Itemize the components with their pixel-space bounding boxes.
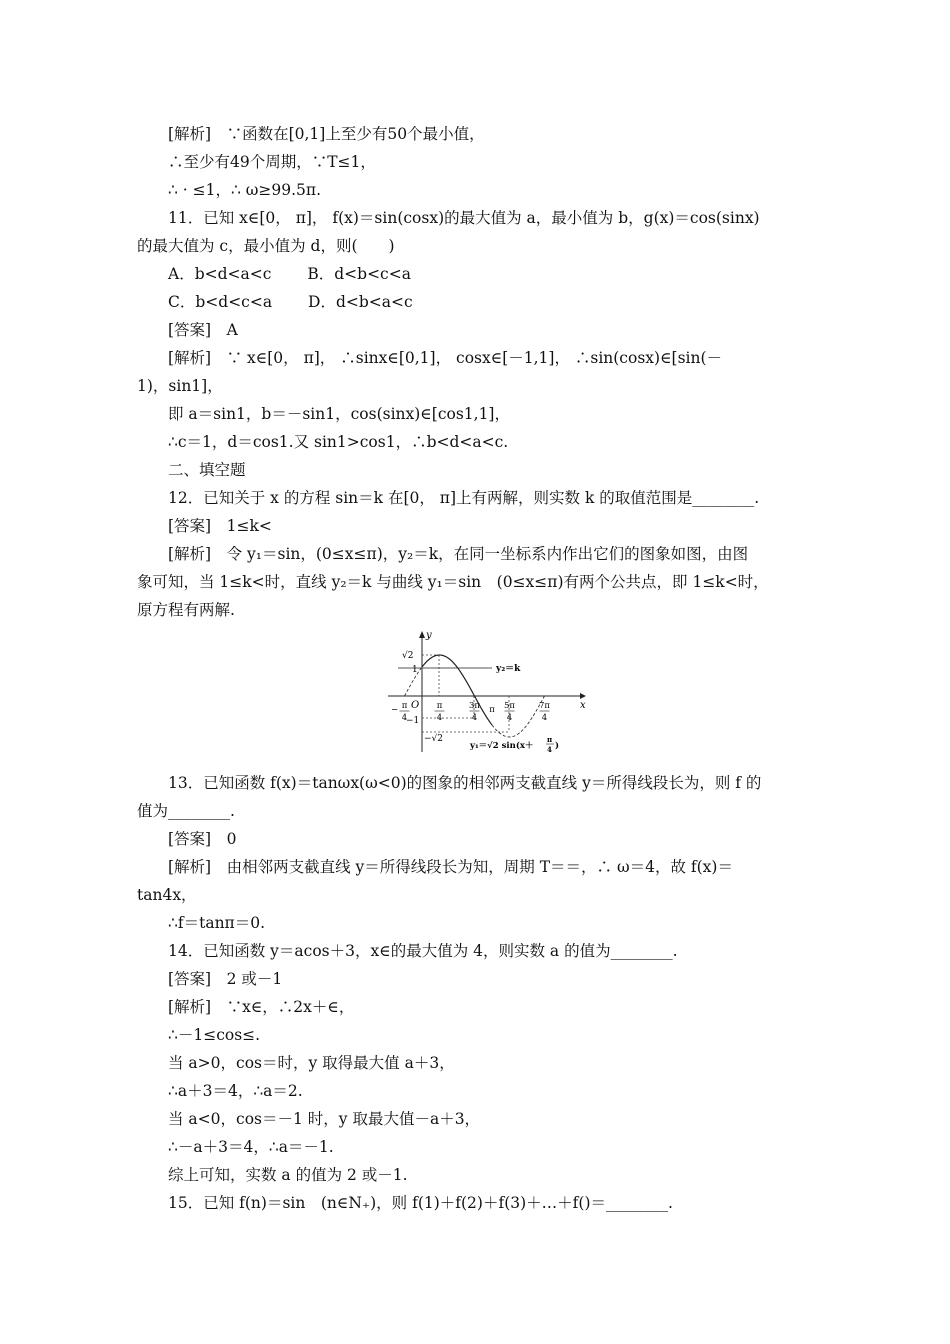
text-line: [答案] A xyxy=(168,321,238,339)
tick-label-den: 4 xyxy=(541,713,548,723)
tick-label-num: 3π xyxy=(469,701,480,711)
x-axis-label: x xyxy=(580,700,586,711)
text-line: [解析] ∵ x∈[0， π]， ∴sinx∈[0,1]， cosx∈[－1,1]， ∴sin(cosx)∈[sin(－ xyxy=(168,349,723,367)
sqrt2-label: √2 xyxy=(402,651,414,661)
text-line: 象可知，当 1≤k<时，直线 y₂＝k 与曲线 y₁＝sin (0≤x≤π)有两个公共点，即 1≤k<时， xyxy=(137,573,769,591)
tick-label-den: 4 xyxy=(436,713,443,723)
text-line: tan4x， xyxy=(137,886,197,904)
text-line: 15．已知 f(n)＝sin (n∈N₊)，则 f(1)＋f(2)＋f(3)＋…＋f()＝________. xyxy=(168,1194,673,1212)
text-line: 二、填空题 xyxy=(168,461,246,479)
curve-label-frac-num: π xyxy=(547,735,553,744)
y-axis-label: y xyxy=(426,630,432,641)
text-line: [解析] ∵函数在[0,1]上至少有50个最小值， xyxy=(168,125,485,143)
text-line: [解析] 由相邻两支截直线 y＝所得线段长为知，周期 T＝＝，∴ ω＝4，故 f(x)＝ xyxy=(168,858,733,876)
tick-label-num: 7π xyxy=(539,701,550,711)
text-line: 13．已知函数 f(x)＝tanωx(ω<0)的图象的相邻两支截直线 y＝所得线段长为，则 f 的 xyxy=(168,774,762,792)
text-line: [解析] ∵x∈，∴2x＋∈， xyxy=(168,998,355,1016)
text-line: [解析] 令 y₁＝sin，(0≤x≤π)，y₂＝k，在同一坐标系内作出它们的图象如图，由图 xyxy=(168,545,749,563)
text-line: 的最大值为 c，最小值为 d，则( ) xyxy=(137,237,395,255)
text-line: 综上可知，实数 a 的值为 2 或－1. xyxy=(168,1166,408,1184)
y-axis-arrow xyxy=(419,631,425,638)
text-line: 即 a＝sin1，b＝－sin1，cos(sinx)∈[cos1,1]， xyxy=(168,405,510,423)
text-line: 14．已知函数 y＝acos＋3，x∈的最大值为 4，则实数 a 的值为________. xyxy=(168,942,678,960)
tick-label-num: π xyxy=(489,705,495,715)
text-line: ∴ · ≤1，∴ ω≥99.5π. xyxy=(168,181,322,199)
neg-sqrt2-label: −√2 xyxy=(424,734,444,744)
text-line: ∴－a＋3＝4，∴a＝－1. xyxy=(168,1138,334,1156)
text-line: 1)，sin1]， xyxy=(137,377,223,395)
text-line: 原方程有两解. xyxy=(137,601,235,619)
text-line: ∴f＝tanπ＝0. xyxy=(168,914,266,932)
tick-label-den: 4 xyxy=(401,713,408,723)
tick-label-num: π xyxy=(436,701,443,711)
tick-label-num: 5π xyxy=(504,701,515,711)
tick-label-den: 4 xyxy=(471,713,478,723)
neg-one-label: −1 xyxy=(406,716,420,726)
text-line: ∴c＝1，d＝cos1.又 sin1>cos1，∴b<d<a<c. xyxy=(168,433,509,451)
one-label: 1 xyxy=(412,665,418,675)
tick-label-num: π xyxy=(401,701,408,711)
text-line: 当 a<0，cos＝－1 时，y 取最大值－a＋3， xyxy=(168,1110,481,1128)
curve-label-frac-den: 4 xyxy=(547,745,552,754)
text-line: ∴a＋3＝4，∴a＝2. xyxy=(168,1082,303,1100)
sine-graph xyxy=(384,628,594,756)
text-line: [答案] 1≤k< xyxy=(168,517,272,535)
x-axis-arrow xyxy=(580,693,586,699)
curve-y1-label: y₁＝√2 sin(x＋ xyxy=(470,741,534,751)
tick-label-den: 4 xyxy=(506,713,513,723)
curve-label-close: ) xyxy=(555,741,560,751)
text-line: C．b<d<c<a D．d<b<a<c xyxy=(168,293,413,311)
text-line: 当 a>0，cos＝时，y 取得最大值 a＋3， xyxy=(168,1054,455,1072)
text-line: A．b<d<a<c B．d<b<c<a xyxy=(168,265,411,283)
text-line: ∴至少有49个周期，∵T≤1， xyxy=(168,153,376,171)
text-line: [答案] 2 或－1 xyxy=(168,970,283,988)
line-y2-label: y₂＝k xyxy=(496,664,521,674)
text-line: 值为________. xyxy=(137,802,235,820)
curve-y1-solid xyxy=(422,655,492,725)
text-line: ∴－1≤cos≤. xyxy=(168,1026,261,1044)
text-line: 11．已知 x∈[0， π]， f(x)＝sin(cosx)的最大值为 a，最小值为 b，g(x)＝cos(sinx) xyxy=(168,209,760,227)
curve-right-dashed xyxy=(492,696,548,737)
text-line: [答案] 0 xyxy=(168,830,237,848)
origin-label: O xyxy=(411,700,420,711)
text-line: 12．已知关于 x 的方程 sin＝k 在[0， π]上有两解，则实数 k 的取值范围是________. xyxy=(168,489,760,507)
tick-label-sign: − xyxy=(390,705,399,715)
sine-graph-figure xyxy=(384,628,594,756)
